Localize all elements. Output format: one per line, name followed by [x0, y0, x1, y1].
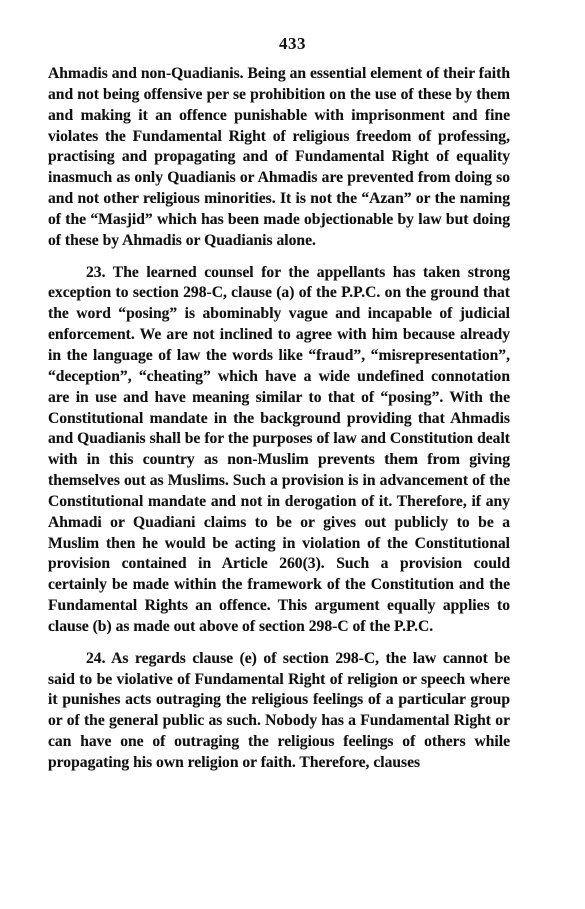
page-number: 433 [279, 34, 306, 53]
paragraph-24: 24. As regards clause (e) of section 298-C, the law cannot be said to be violative of Fundamental Right of religion or speech where it punishes acts outraging the religious feelings of a particular group or of the general public as such. Nobody has a Fundamental Right or can have one of outraging the religious feelings of others while propagating his own religion or faith. Therefore, clauses [48, 649, 510, 771]
paragraph-continuation: Ahmadis and non-Quadianis. Being an essential element of their faith and not being offensive per se prohibition on the use of these by them and making it an offence punishable with imprisonment and fine violates the Fundamental Right of religious freedom of professing, practising and propagating and of Fundamental Right of equality inasmuch as only Quadianis or Ahmadis are prevented from doing so and not other religious minorities. It is not the “Azan” or the naming of the “Masjid” which has been made objectionable by law but doing of these by Ahmadis or Quadianis alone. [48, 65, 510, 249]
page-body [48, 64, 510, 785]
paragraph-23: 23. The learned counsel for the appellants has taken strong exception to section 298-C, clause (a) of the P.P.C. on the ground that the word “posing” is abominably vague and incapable of judicial enforcement. We are not inclined to agree with him because already in the language of law the words like “fraud”, “misrepresentation”, “deception”, “cheating” which have a wide undefined connotation are in use and have meaning similar to that of “posing”. With the Constitutional mandate in the background providing that Ahmadis and Quadianis shall be for the purposes of law and Constitution dealt with in this country as non-Muslim prevents them from giving themselves out as Muslims. Such a provision is in advancement of the Constitutional mandate and not in derogation of it. Therefore, if any Ahmadi or Quadiani claims to be or gives out publicly to be a Muslim then he would be acting in violation of the Constitutional provision contained in Article 260(3). Such a provision could certainly be made within the framework of the Constitution and the Fundamental Rights an offence. This argument equally applies to clause (b) as made out above of section 298-C of the P.P.C. [48, 263, 510, 635]
